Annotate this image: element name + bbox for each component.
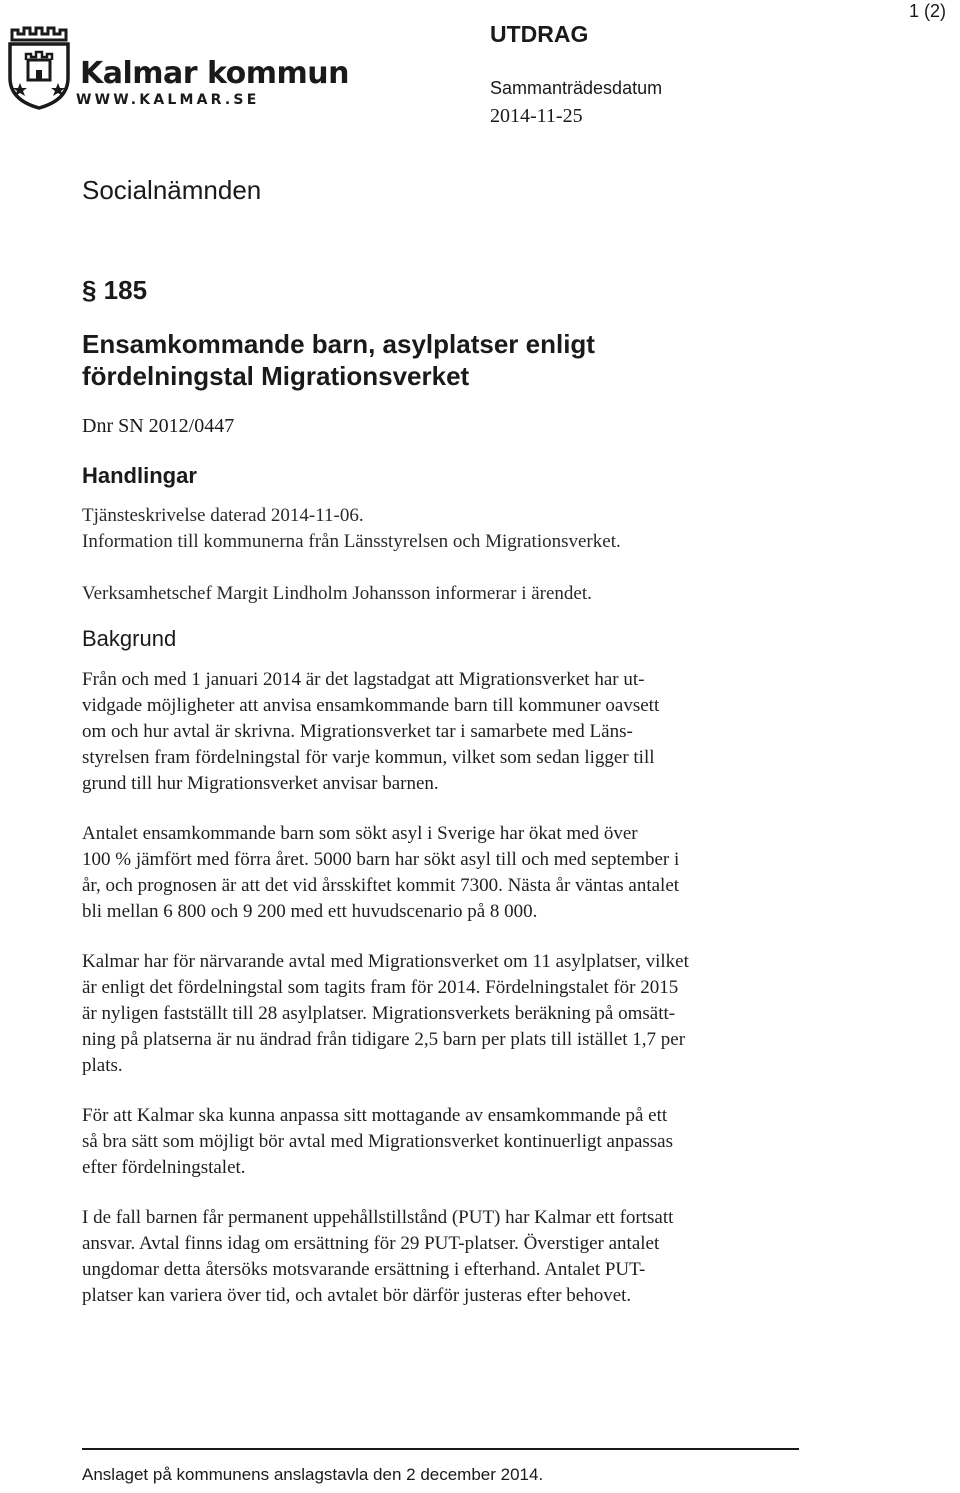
logo-name: Kalmar kommun	[80, 56, 350, 91]
footer-divider	[82, 1448, 799, 1450]
paragraph-line: ungdomar detta återsöks motsvarande ersättning i efterhand. Antalet PUT-	[82, 1259, 646, 1280]
logo-url: WWW.KALMAR.SE	[76, 92, 260, 108]
bakgrund-heading: Bakgrund	[82, 626, 177, 651]
posting-note: Anslaget på kommunens anslagstavla den 2 december 2014.	[82, 1465, 544, 1484]
paragraph-line: I de fall barnen får permanent uppehållstillstånd (PUT) har Kalmar ett fortsatt	[82, 1207, 674, 1228]
handlingar-list	[82, 503, 782, 555]
case-number: Dnr SN 2012/0447	[82, 415, 235, 437]
paragraph-line: 100 % jämfört med förra året. 5000 barn har sökt asyl till och med september i	[82, 849, 680, 870]
meeting-date-label: Sammanträdesdatum	[490, 78, 663, 98]
paragraph-line: styrelsen fram fördelningstal för varje kommun, vilket som sedan ligger till	[82, 747, 655, 768]
paragraph-line: Antalet ensamkommande barn som sökt asyl i Sverige har ökat med över	[82, 823, 638, 844]
paragraph-line: är enligt det fördelningstal som tagits fram för 2014. Fördelningstalet för 2015	[82, 977, 679, 998]
informant-note: Verksamhetschef Margit Lindholm Johansson informerar i ärendet.	[82, 583, 592, 604]
paragraph-line: platser kan variera över tid, och avtalet bör därför justeras efter behovet.	[82, 1285, 632, 1306]
section-number: § 185	[82, 275, 148, 305]
section-title-line: Ensamkommande barn, asylplatser enligt	[82, 329, 595, 359]
paragraph	[82, 1205, 802, 1309]
paragraph	[82, 667, 802, 797]
paragraph-line: efter fördelningstalet.	[82, 1157, 246, 1178]
paragraph-line: Kalmar har för närvarande avtal med Migrationsverket om 11 asylplatser, vilket	[82, 951, 689, 972]
paragraph	[82, 1103, 802, 1181]
document-type: UTDRAG	[490, 21, 589, 47]
paragraph	[82, 821, 802, 925]
bakgrund-body	[82, 667, 802, 1333]
paragraph-line: ansvar. Avtal finns idag om ersättning för 29 PUT-platser. Överstiger antalet	[82, 1233, 660, 1254]
paragraph-line: ning på platserna är nu ändrad från tidigare 2,5 barn per plats till istället 1,7 per	[82, 1029, 686, 1050]
handlingar-item: Tjänsteskrivelse daterad 2014-11-06.	[82, 505, 364, 526]
paragraph-line: grund till hur Migrationsverket anvisar barnen.	[82, 773, 439, 794]
paragraph-line: vidgade möjligheter att anvisa ensamkommande barn till kommuner oavsett	[82, 695, 660, 716]
paragraph	[82, 949, 802, 1079]
kalmar-crest-icon	[6, 26, 76, 110]
paragraph-line: För att Kalmar ska kunna anpassa sitt mottagande av ensamkommande på ett	[82, 1105, 668, 1126]
paragraph-line: plats.	[82, 1055, 123, 1076]
handlingar-heading: Handlingar	[82, 463, 197, 488]
paragraph-line: så bra sätt som möjligt bör avtal med Migrationsverket kontinuerligt anpassas	[82, 1131, 673, 1152]
paragraph-line: Från och med 1 januari 2014 är det lagstadgat att Migrationsverket har ut-	[82, 669, 645, 690]
paragraph-line: om och hur avtal är skrivna. Migrationsverket tar i samarbete med Läns-	[82, 721, 633, 742]
section-title-line: fördelningstal Migrationsverket	[82, 361, 470, 391]
committee-name: Socialnämnden	[82, 175, 262, 205]
page-number: 1 (2)	[908, 1, 946, 21]
paragraph-line: år, och prognosen är att det vid årsskiftet kommit 7300. Nästa år väntas antalet	[82, 875, 680, 896]
handlingar-item: Information till kommunerna från Länsstyrelsen och Migrationsverket.	[82, 531, 621, 552]
paragraph-line: bli mellan 6 800 och 9 200 med ett huvudscenario på 8 000.	[82, 901, 538, 922]
section-title	[82, 328, 802, 392]
meeting-date: 2014-11-25	[490, 105, 583, 127]
paragraph-line: är nyligen fastställt till 28 asylplatser. Migrationsverkets beräkning på omsätt-	[82, 1003, 676, 1024]
